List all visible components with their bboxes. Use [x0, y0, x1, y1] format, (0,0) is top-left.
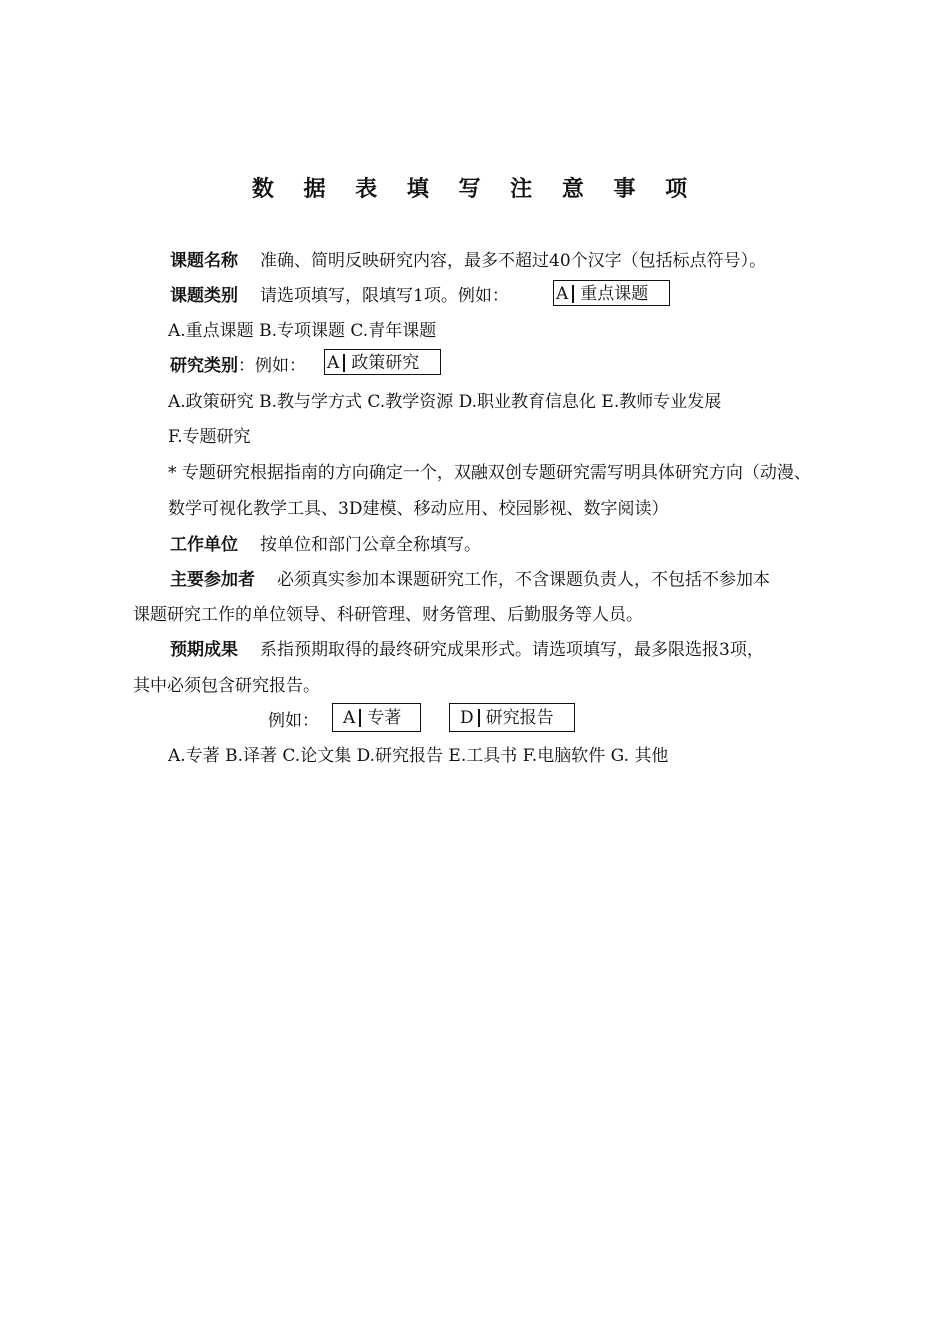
example-code: A	[343, 709, 361, 727]
main-participants-label: 主要参加者	[170, 570, 255, 590]
research-category-label: 研究类别	[170, 356, 238, 376]
expected-results-text-1: 系指预期取得的最终研究成果形式。请选项填写，最多限选报3项，	[260, 640, 764, 660]
research-category-row	[170, 355, 306, 377]
example-value: 专著	[367, 708, 402, 728]
example-value: 政策研究	[351, 353, 420, 373]
research-category-text: ：例如：	[238, 356, 306, 376]
example-value: 研究报告	[485, 708, 554, 728]
topic-name-text: 准确、简明反映研究内容，最多不超过40个汉字（包括标点符号）。	[260, 251, 767, 271]
expected-results-text-2: 其中必须包含研究报告。	[133, 676, 320, 696]
example-code: A	[327, 354, 345, 372]
example-code: D	[460, 709, 480, 727]
work-unit-text: 按单位和部门公章全称填写。	[260, 535, 481, 555]
topic-category-options: A.重点课题 B.专项课题 C.青年课题	[168, 321, 437, 341]
expected-results-row	[170, 639, 764, 661]
main-participants-row	[170, 569, 770, 591]
example-code: A	[556, 285, 574, 303]
expected-results-example-box-2	[449, 703, 575, 732]
topic-category-example-box	[553, 280, 670, 306]
topic-name-label: 课题名称	[170, 251, 238, 271]
expected-results-label: 预期成果	[170, 640, 238, 660]
research-category-options-2: F.专题研究	[168, 427, 251, 447]
special-topic-note-2: 数学可视化教学工具、3D建模、移动应用、校园影视、数字阅读）	[168, 499, 669, 519]
expected-results-example-label: 例如：	[268, 711, 319, 731]
topic-name-row	[170, 250, 766, 272]
expected-results-options: A.专著 B.译著 C.论文集 D.研究报告 E.工具书 F.电脑软件 G. 其他	[168, 746, 669, 766]
topic-category-label: 课题类别	[170, 286, 238, 306]
work-unit-label: 工作单位	[170, 535, 238, 555]
main-participants-text-2: 课题研究工作的单位领导、科研管理、财务管理、后勤服务等人员。	[133, 605, 643, 625]
special-topic-note-1: * 专题研究根据指南的方向确定一个，双融双创专题研究需写明具体研究方向（动漫、	[168, 463, 811, 483]
work-unit-row	[170, 534, 481, 556]
topic-category-row	[170, 285, 509, 307]
expected-results-example-box-1	[332, 703, 421, 732]
example-value: 重点课题	[580, 284, 649, 304]
topic-category-text: 请选项填写，限填写1项。例如：	[260, 286, 509, 306]
research-category-example-box	[324, 349, 441, 375]
main-participants-text-1: 必须真实参加本课题研究工作，不含课题负责人，不包括不参加本	[277, 570, 770, 590]
research-category-options-1: A.政策研究 B.教与学方式 C.教学资源 D.职业教育信息化 E.教师专业发展	[168, 392, 722, 412]
page-title: 数 据 表 填 写 注 意 事 项	[251, 177, 699, 202]
